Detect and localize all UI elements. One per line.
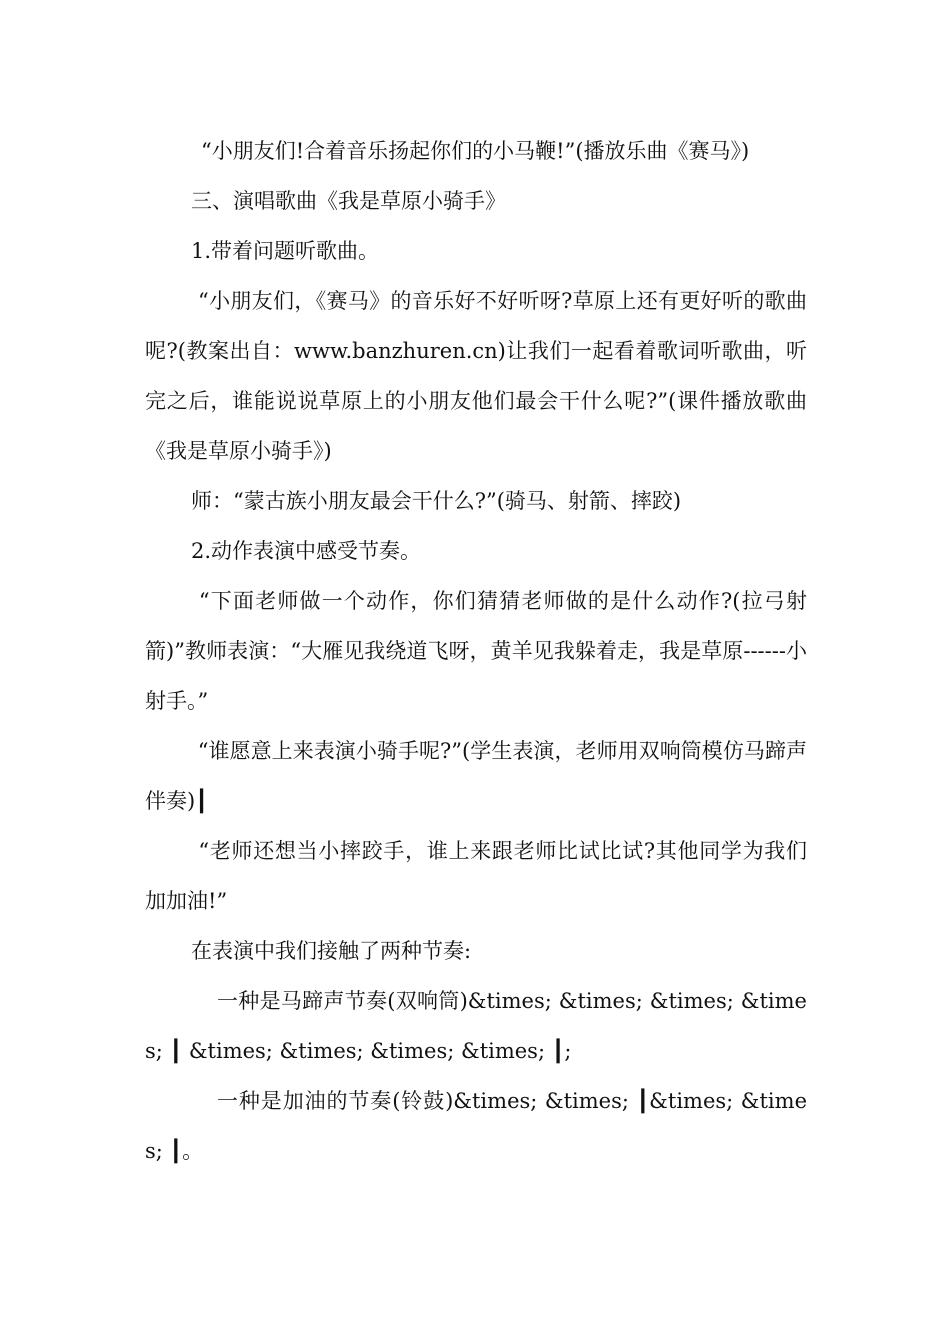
subheading-1: 1.带着问题听歌曲。 xyxy=(191,239,380,263)
rhythm-line-2: 一种是加油的节奏(铃鼓)&times; &times; ┃&times; &times; ┃。 xyxy=(145,1089,807,1163)
paragraph-1: “小朋友们!合着音乐扬起你们的小马鞭!”(播放乐曲《赛马》) xyxy=(201,139,750,163)
subheading-2: 2.动作表演中感受节奏。 xyxy=(191,539,422,563)
rhythm-line-1: 一种是马蹄声节奏(双响筒)&times; &times; &times; &times; ┃ &times; &times; &times; &times; ┃; xyxy=(145,989,807,1063)
paragraph-3: 师：“蒙古族小朋友最会干什么?”(骑马、射箭、摔跤) xyxy=(191,489,682,513)
paragraph-2: “小朋友们，《赛马》的音乐好不好听呀?草原上还有更好听的歌曲呢?(教案出自：www.banzhuren.cn)让我们一起看着歌词听歌曲，听完之后，谁能说说草原上的小朋友他们最会干什么呢?”(课件播放歌曲《我是草原小骑手》) xyxy=(145,289,807,463)
paragraph-4: “下面老师做一个动作，你们猜猜老师做的是什么动作?(拉弓射箭)”教师表演：“大雁见我绕道飞呀，黄羊见我躲着走，我是草原------小射手。” xyxy=(145,589,807,713)
paragraph-7: 在表演中我们接触了两种节奏: xyxy=(191,939,472,963)
paragraph-5: “谁愿意上来表演小骑手呢?”(学生表演，老师用双响筒模仿马蹄声伴奏)┃ xyxy=(145,739,807,813)
section-heading-3: 三、演唱歌曲《我是草原小骑手》 xyxy=(191,189,506,213)
document-body xyxy=(145,126,807,1176)
paragraph-6: “老师还想当小摔跤手，谁上来跟老师比试比试?其他同学为我们加加油!” xyxy=(145,839,807,913)
